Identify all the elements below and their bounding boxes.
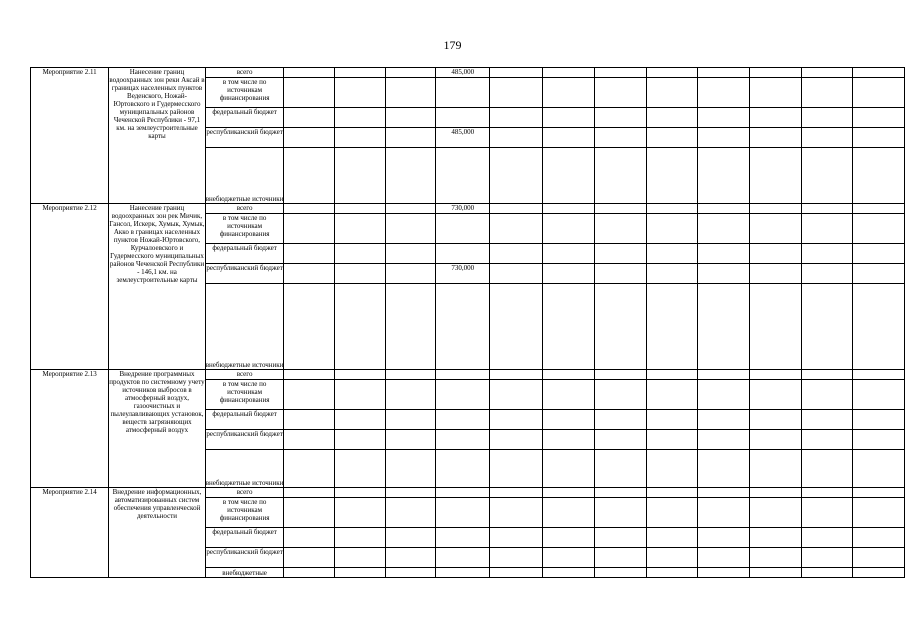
empty-cell	[698, 128, 750, 148]
empty-cell	[853, 264, 905, 284]
amount-cell	[436, 548, 490, 568]
funding-source: в том числе по источникам финансирования	[205, 78, 284, 108]
funding-source: республиканский бюджет	[205, 128, 284, 148]
empty-cell	[490, 68, 543, 78]
empty-cell	[801, 548, 853, 568]
empty-cell	[385, 430, 436, 450]
empty-cell	[698, 78, 750, 108]
empty-cell	[698, 528, 750, 548]
empty-cell	[801, 244, 853, 264]
empty-cell	[750, 450, 802, 488]
empty-cell	[490, 380, 543, 410]
empty-cell	[595, 244, 647, 264]
empty-cell	[490, 214, 543, 244]
empty-cell	[385, 148, 436, 204]
empty-cell	[490, 128, 543, 148]
empty-cell	[335, 244, 386, 264]
empty-cell	[801, 128, 853, 148]
funding-source: всего	[205, 370, 284, 380]
empty-cell	[750, 108, 802, 128]
empty-cell	[801, 488, 853, 498]
empty-cell	[801, 214, 853, 244]
empty-cell	[385, 370, 436, 380]
empty-cell	[490, 528, 543, 548]
empty-cell	[284, 284, 335, 370]
empty-cell	[284, 214, 335, 244]
funding-source: республиканский бюджет	[205, 264, 284, 284]
empty-cell	[385, 380, 436, 410]
empty-cell	[595, 68, 647, 78]
empty-cell	[853, 284, 905, 370]
amount-cell	[436, 498, 490, 528]
empty-cell	[542, 498, 595, 528]
empty-cell	[801, 264, 853, 284]
empty-cell	[646, 450, 698, 488]
empty-cell	[750, 548, 802, 568]
empty-cell	[853, 128, 905, 148]
funding-source: внебюджетные источники	[205, 284, 284, 370]
empty-cell	[284, 370, 335, 380]
empty-cell	[750, 380, 802, 410]
amount-cell	[436, 370, 490, 380]
funding-source: республиканский бюджет	[205, 548, 284, 568]
activity-description: Внедрение программных продуктов по системному учету источников выбросов в атмосферный воздух, газоочистных и пылеулавливающих установок, веществ загрязняющих атмосферный воздух	[109, 370, 205, 488]
table-row	[31, 68, 905, 78]
empty-cell	[595, 380, 647, 410]
empty-cell	[542, 568, 595, 578]
empty-cell	[335, 108, 386, 128]
empty-cell	[646, 68, 698, 78]
activity-label: Мероприятие 2.12	[31, 204, 109, 370]
empty-cell	[646, 380, 698, 410]
amount-cell	[436, 568, 490, 578]
empty-cell	[335, 148, 386, 204]
empty-cell	[595, 214, 647, 244]
empty-cell	[335, 204, 386, 214]
empty-cell	[750, 78, 802, 108]
empty-cell	[646, 370, 698, 380]
empty-cell	[335, 450, 386, 488]
empty-cell	[750, 498, 802, 528]
funding-source: всего	[205, 204, 284, 214]
empty-cell	[335, 498, 386, 528]
funding-source: федеральный бюджет	[205, 244, 284, 264]
amount-cell	[436, 214, 490, 244]
empty-cell	[750, 244, 802, 264]
empty-cell	[385, 68, 436, 78]
empty-cell	[385, 450, 436, 488]
empty-cell	[853, 548, 905, 568]
amount-cell	[436, 430, 490, 450]
empty-cell	[750, 410, 802, 430]
empty-cell	[335, 370, 386, 380]
empty-cell	[542, 528, 595, 548]
empty-cell	[335, 568, 386, 578]
empty-cell	[801, 498, 853, 528]
empty-cell	[595, 128, 647, 148]
empty-cell	[646, 568, 698, 578]
empty-cell	[542, 108, 595, 128]
empty-cell	[335, 430, 386, 450]
empty-cell	[385, 568, 436, 578]
empty-cell	[698, 148, 750, 204]
empty-cell	[284, 498, 335, 528]
empty-cell	[698, 214, 750, 244]
empty-cell	[385, 528, 436, 548]
amount-cell: 730,000	[436, 204, 490, 214]
empty-cell	[646, 410, 698, 430]
empty-cell	[542, 68, 595, 78]
empty-cell	[750, 204, 802, 214]
empty-cell	[646, 430, 698, 450]
empty-cell	[750, 68, 802, 78]
empty-cell	[542, 78, 595, 108]
empty-cell	[595, 148, 647, 204]
empty-cell	[542, 284, 595, 370]
empty-cell	[284, 568, 335, 578]
funding-source: федеральный бюджет	[205, 410, 284, 430]
empty-cell	[698, 568, 750, 578]
table-body	[31, 68, 905, 578]
amount-cell	[436, 488, 490, 498]
empty-cell	[646, 264, 698, 284]
table-row	[31, 488, 905, 498]
empty-cell	[385, 204, 436, 214]
empty-cell	[490, 548, 543, 568]
amount-cell	[436, 380, 490, 410]
empty-cell	[801, 568, 853, 578]
empty-cell	[284, 380, 335, 410]
empty-cell	[335, 380, 386, 410]
activity-label: Мероприятие 2.13	[31, 370, 109, 488]
empty-cell	[646, 488, 698, 498]
empty-cell	[853, 78, 905, 108]
empty-cell	[646, 214, 698, 244]
empty-cell	[853, 370, 905, 380]
funding-source: республиканский бюджет	[205, 430, 284, 450]
funding-source: федеральный бюджет	[205, 528, 284, 548]
empty-cell	[801, 108, 853, 128]
amount-cell: 485,000	[436, 68, 490, 78]
funding-source: федеральный бюджет	[205, 108, 284, 128]
empty-cell	[801, 78, 853, 108]
empty-cell	[698, 264, 750, 284]
empty-cell	[284, 450, 335, 488]
empty-cell	[801, 68, 853, 78]
amount-cell	[436, 528, 490, 548]
empty-cell	[853, 214, 905, 244]
empty-cell	[595, 410, 647, 430]
empty-cell	[698, 284, 750, 370]
activity-description: Нанесение границ водоохранных зон реки Аксай в границах населенных пунктов Веденского, Ножай-Юртовского и Гудермесского муниципальных районов Чеченской Республики - 97,1 км. на землеустроительные карты	[109, 68, 205, 204]
empty-cell	[542, 204, 595, 214]
empty-cell	[542, 410, 595, 430]
empty-cell	[490, 284, 543, 370]
empty-cell	[646, 528, 698, 548]
empty-cell	[542, 128, 595, 148]
empty-cell	[801, 410, 853, 430]
empty-cell	[750, 488, 802, 498]
empty-cell	[750, 148, 802, 204]
empty-cell	[284, 148, 335, 204]
empty-cell	[335, 410, 386, 430]
empty-cell	[335, 264, 386, 284]
empty-cell	[385, 214, 436, 244]
empty-cell	[542, 380, 595, 410]
empty-cell	[284, 528, 335, 548]
empty-cell	[490, 498, 543, 528]
empty-cell	[335, 128, 386, 148]
empty-cell	[698, 68, 750, 78]
activity-label: Мероприятие 2.11	[31, 68, 109, 204]
activity-label: Мероприятие 2.14	[31, 488, 109, 578]
empty-cell	[646, 128, 698, 148]
empty-cell	[490, 264, 543, 284]
empty-cell	[853, 450, 905, 488]
funding-source: внебюджетные источники	[205, 450, 284, 488]
empty-cell	[646, 108, 698, 128]
empty-cell	[750, 128, 802, 148]
empty-cell	[698, 410, 750, 430]
empty-cell	[385, 410, 436, 430]
empty-cell	[646, 244, 698, 264]
empty-cell	[595, 430, 647, 450]
empty-cell	[490, 488, 543, 498]
empty-cell	[853, 430, 905, 450]
funding-source: в том числе по источникам финансирования	[205, 380, 284, 410]
amount-cell	[436, 410, 490, 430]
empty-cell	[385, 108, 436, 128]
empty-cell	[284, 548, 335, 568]
empty-cell	[595, 370, 647, 380]
empty-cell	[335, 488, 386, 498]
empty-cell	[335, 284, 386, 370]
amount-cell	[436, 284, 490, 370]
empty-cell	[284, 204, 335, 214]
funding-source: внебюджетные	[205, 568, 284, 578]
empty-cell	[646, 148, 698, 204]
empty-cell	[853, 528, 905, 548]
empty-cell	[595, 108, 647, 128]
empty-cell	[698, 450, 750, 488]
empty-cell	[698, 370, 750, 380]
empty-cell	[750, 568, 802, 578]
empty-cell	[490, 450, 543, 488]
empty-cell	[385, 284, 436, 370]
empty-cell	[750, 284, 802, 370]
table-row	[31, 370, 905, 380]
empty-cell	[801, 380, 853, 410]
empty-cell	[490, 78, 543, 108]
empty-cell	[490, 204, 543, 214]
empty-cell	[853, 244, 905, 264]
funding-source: в том числе по источникам финансирования	[205, 498, 284, 528]
empty-cell	[490, 108, 543, 128]
empty-cell	[853, 568, 905, 578]
empty-cell	[853, 148, 905, 204]
activity-description: Нанесение границ водоохранных зон рек Мичик, Гансол, Искерк, Хумык, Хумык, Акко в границах населенных пунктов Ножай-Юртовского, Курчалоевского и Гудермесского муниципальных районов Чеченской Республики - 146,1 км. на землеустроительные карты	[109, 204, 205, 370]
empty-cell	[698, 488, 750, 498]
empty-cell	[490, 568, 543, 578]
funding-source: в том числе по источникам финансирования	[205, 214, 284, 244]
empty-cell	[750, 214, 802, 244]
amount-cell: 730,000	[436, 264, 490, 284]
empty-cell	[490, 430, 543, 450]
amount-cell	[436, 148, 490, 204]
empty-cell	[698, 548, 750, 568]
empty-cell	[490, 148, 543, 204]
empty-cell	[335, 68, 386, 78]
empty-cell	[750, 264, 802, 284]
empty-cell	[801, 148, 853, 204]
empty-cell	[284, 78, 335, 108]
empty-cell	[646, 498, 698, 528]
empty-cell	[595, 498, 647, 528]
empty-cell	[853, 488, 905, 498]
empty-cell	[698, 204, 750, 214]
empty-cell	[698, 108, 750, 128]
empty-cell	[646, 548, 698, 568]
empty-cell	[698, 498, 750, 528]
empty-cell	[284, 68, 335, 78]
empty-cell	[490, 370, 543, 380]
empty-cell	[490, 244, 543, 264]
table-row	[31, 204, 905, 214]
empty-cell	[595, 284, 647, 370]
empty-cell	[646, 284, 698, 370]
amount-cell	[436, 78, 490, 108]
empty-cell	[595, 548, 647, 568]
empty-cell	[335, 528, 386, 548]
empty-cell	[385, 488, 436, 498]
funding-source: всего	[205, 68, 284, 78]
empty-cell	[646, 78, 698, 108]
funding-source: всего	[205, 488, 284, 498]
empty-cell	[335, 214, 386, 244]
empty-cell	[646, 204, 698, 214]
empty-cell	[801, 204, 853, 214]
empty-cell	[385, 498, 436, 528]
empty-cell	[284, 430, 335, 450]
empty-cell	[335, 548, 386, 568]
empty-cell	[595, 264, 647, 284]
budget-table	[30, 67, 905, 578]
empty-cell	[801, 450, 853, 488]
empty-cell	[595, 488, 647, 498]
empty-cell	[698, 430, 750, 450]
empty-cell	[750, 370, 802, 380]
empty-cell	[853, 204, 905, 214]
empty-cell	[542, 450, 595, 488]
empty-cell	[595, 568, 647, 578]
empty-cell	[801, 528, 853, 548]
empty-cell	[595, 450, 647, 488]
empty-cell	[385, 78, 436, 108]
empty-cell	[853, 68, 905, 78]
empty-cell	[542, 264, 595, 284]
empty-cell	[595, 204, 647, 214]
empty-cell	[698, 380, 750, 410]
empty-cell	[542, 370, 595, 380]
empty-cell	[284, 128, 335, 148]
empty-cell	[801, 370, 853, 380]
empty-cell	[284, 244, 335, 264]
empty-cell	[385, 128, 436, 148]
empty-cell	[853, 380, 905, 410]
amount-cell: 485,000	[436, 128, 490, 148]
amount-cell	[436, 244, 490, 264]
empty-cell	[542, 244, 595, 264]
empty-cell	[335, 78, 386, 108]
empty-cell	[284, 488, 335, 498]
activity-description: Внедрение информационных, автоматизированных систем обеспечения управленческой деятельности	[109, 488, 205, 578]
funding-source: внебюджетные источники	[205, 148, 284, 204]
empty-cell	[801, 430, 853, 450]
empty-cell	[284, 264, 335, 284]
empty-cell	[542, 430, 595, 450]
empty-cell	[490, 410, 543, 430]
empty-cell	[853, 410, 905, 430]
empty-cell	[853, 498, 905, 528]
empty-cell	[385, 548, 436, 568]
page-number: 179	[443, 38, 462, 52]
empty-cell	[595, 528, 647, 548]
empty-cell	[698, 244, 750, 264]
empty-cell	[595, 78, 647, 108]
empty-cell	[385, 264, 436, 284]
empty-cell	[542, 148, 595, 204]
empty-cell	[542, 548, 595, 568]
amount-cell	[436, 108, 490, 128]
empty-cell	[801, 284, 853, 370]
empty-cell	[750, 528, 802, 548]
amount-cell	[436, 450, 490, 488]
empty-cell	[853, 108, 905, 128]
empty-cell	[284, 410, 335, 430]
empty-cell	[542, 488, 595, 498]
empty-cell	[284, 108, 335, 128]
empty-cell	[385, 244, 436, 264]
empty-cell	[750, 430, 802, 450]
empty-cell	[542, 214, 595, 244]
